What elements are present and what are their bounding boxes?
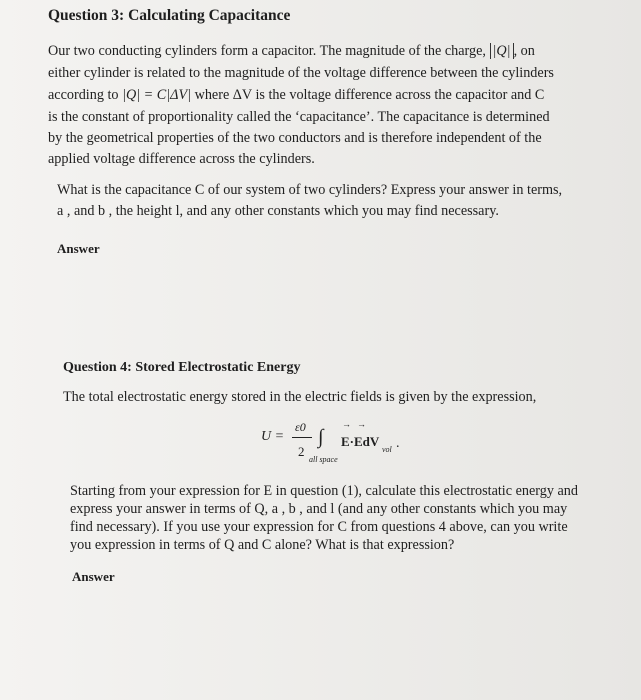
question-3-answer-label: Answer [57,241,100,256]
integral-sign: ∫ [318,426,324,448]
question-4-title: Question 4: Stored Electrostatic Energy [63,360,301,375]
vector-arrows: →→ [342,419,372,429]
question-3-title: Question 3: Calculating Capacitance [48,7,291,24]
question-4-answer-label: Answer [72,569,115,584]
formula-denominator: 2 [298,444,305,459]
formula-integrand: E·EdV [341,434,380,449]
capacitance-relation: |Q| = C|ΔV| [122,87,192,103]
volume-subscript: vol [382,445,392,454]
fraction-bar [292,437,312,438]
integral-limit: all space [309,455,338,464]
charge-magnitude: |Q| [490,43,514,59]
formula-lhs: U = [261,429,285,444]
formula-numerator: ε0 [295,420,306,434]
